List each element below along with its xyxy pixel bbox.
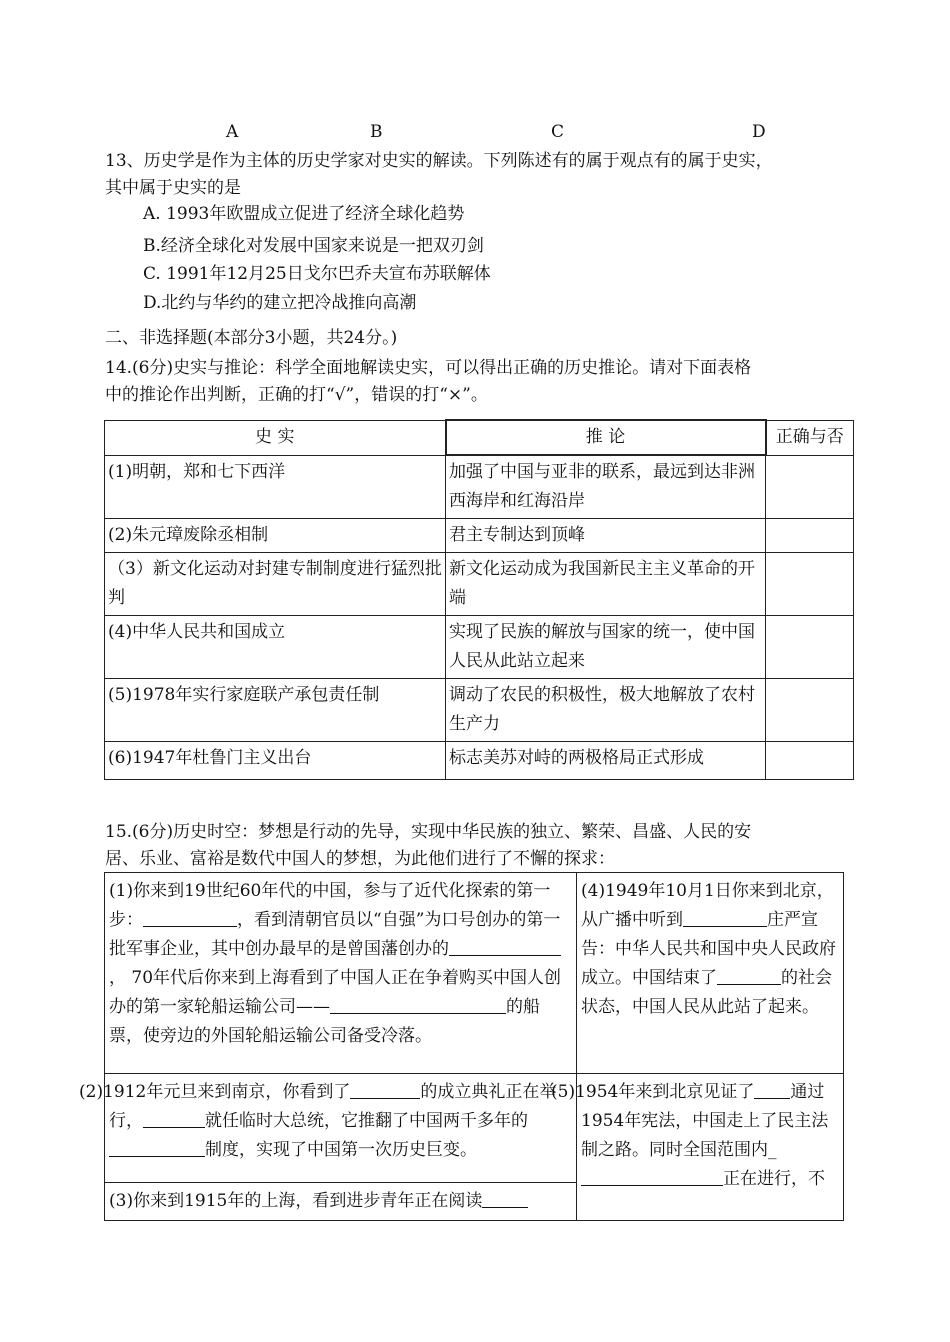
q15-c1-text2: ，看到清朝官员以“自强”为口号创办的第一批军事企业，其中创办最早的是曾国藩创办的 [109,910,561,959]
q15-blank[interactable] [143,1109,205,1128]
q15-c2-text2: 的成立典礼正在举行， [109,1082,557,1131]
table-row [105,519,854,553]
inference-cell: 调动了农民的积极性，极大地解放了农村生产力 [446,679,766,742]
inference-cell: 实现了民族的解放与国家的统一，使中国人民从此站立起来 [446,616,766,679]
q15-c2-text1: (2)1912年元旦来到南京，你看到了 [79,1082,351,1102]
q15-blank[interactable] [449,937,561,956]
fact-cell: (4)中华人民共和国成立 [105,616,446,679]
table-header-row [105,420,854,455]
judge-cell[interactable] [766,679,854,742]
q13-option-d[interactable]: D.北约与华约的建立把冷战推向高潮 [143,293,417,313]
judge-cell[interactable] [766,742,854,780]
option-b-label: B [370,122,383,142]
q15-c4-text3: 的社会状态，中国人民从此站了起来。 [581,968,832,1017]
q15-blank[interactable] [581,1167,723,1186]
q15-c5-text1: (5)1954年来到北京见证了 [551,1082,755,1102]
q15-c5-text2: 通过1954年宪法，中国走上了民主法制之路。同时全国范围内_ [581,1082,829,1160]
q14-stem-line2: 中的推论作出判断，正确的打“√”，错误的打“×”。 [105,385,488,405]
q15-cell-1 [105,873,577,1074]
table-row [105,742,854,780]
q15-table [79,872,844,1221]
q15-cell-2 [79,1074,577,1183]
q13-stem-line2: 其中属于史实的是 [105,178,241,198]
q15-cell-5 [551,1074,844,1221]
inference-cell: 君主专制达到顶峰 [446,519,766,553]
q13-option-a[interactable]: A. 1993年欧盟成立促进了经济全球化趋势 [143,204,465,224]
header-fact: 史 实 [105,420,446,455]
judge-cell[interactable] [766,616,854,679]
q15-c2-text4: 制度，实现了中国第一次历史巨变。 [205,1140,477,1160]
inference-cell: 标志美苏对峙的两极格局正式形成 [446,742,766,780]
q15-row-2 [105,1074,844,1183]
q15-blank[interactable] [350,1080,420,1099]
q15-c5-text3: 正在进行，不 [723,1169,825,1189]
q15-blank[interactable] [364,995,506,1014]
judge-cell[interactable] [766,455,854,519]
table-row [105,679,854,742]
fact-cell: (2)朱元璋废除丞相制 [105,519,446,553]
section2-heading: 二、非选择题(本部分3小题，共24分。) [105,328,398,348]
q15-c2-text3: 就任临时大总统，它推翻了中国两千多年的 [205,1111,528,1131]
q14-stem-line1: 14.(6分)史实与推论：科学全面地解读史实，可以得出正确的历史推论。请对下面表格 [105,358,752,378]
q15-blank[interactable] [683,908,767,927]
fact-cell: (5)1978年实行家庭联产承包责任制 [105,679,446,742]
q15-blank[interactable] [717,966,781,985]
q15-row-1 [105,873,844,1074]
q15-blank[interactable] [330,995,364,1014]
inference-cell: 加强了中国与亚非的联系，最远到达非洲西海岸和红海沿岸 [446,455,766,519]
inference-cell: 新文化运动成为我国新民主主义革命的开端 [446,553,766,616]
header-judge: 正确与否 [766,420,854,455]
q15-blank[interactable] [754,1080,790,1099]
q15-c4-text2: 庄严宣告：中华人民共和国中央人民政府成立。中国结束了 [581,910,836,988]
q13-option-c[interactable]: C. 1991年12月25日戈尔巴乔夫宣布苏联解体 [143,264,491,284]
q15-blank[interactable] [143,908,237,927]
judge-cell[interactable] [766,553,854,616]
q15-blank[interactable] [482,1189,528,1208]
fact-cell: （3）新文化运动对封建专制制度进行猛烈批判 [105,553,446,616]
q15-c1-text4: 的船票，使旁边的外国轮船运输公司备受冷落。 [109,997,540,1046]
q15-blank[interactable] [109,1138,205,1157]
q15-cell-4 [577,873,844,1074]
header-inference: 推 论 [446,420,766,455]
q15-c3-text1: (3)你来到1915年的上海，看到进步青年正在阅读 [109,1191,483,1211]
q13-stem-line1: 13、历史学是作为主体的历史学家对史实的解读。下列陈述有的属于观点有的属于史实， [105,151,773,171]
option-c-label: C [551,122,565,142]
table-row [105,553,854,616]
q15-cell-3 [105,1183,577,1221]
table-row [105,616,854,679]
q15-stem-line2: 居、乐业、富裕是数代中国人的梦想，为此他们进行了不懈的探求： [105,849,615,869]
q15-c1-text3: ， 70年代后你来到上海看到了中国人正在争着购买中国人创办的第一家轮船运输公司—— [109,968,562,1017]
option-a-label: A [226,122,239,142]
q15-c1-text1: (1)你来到19世纪60年代的中国，参与了近代化探索的第一步： [109,881,551,930]
option-d-label: D [752,122,766,142]
fact-cell: (6)1947年杜鲁门主义出台 [105,742,446,780]
q14-table [104,419,854,780]
judge-cell[interactable] [766,519,854,553]
fact-cell: (1)明朝，郑和七下西洋 [105,455,446,519]
table-row [105,455,854,519]
q15-stem-line1: 15.(6分)历史时空：梦想是行动的先导，实现中华民族的独立、繁荣、昌盛、人民的安 [105,822,752,842]
q15-c4-text1: (4)1949年10月1日你来到北京，从广播中听到 [581,881,834,930]
q13-option-b[interactable]: B.经济全球化对发展中国家来说是一把双刃剑 [143,236,484,256]
